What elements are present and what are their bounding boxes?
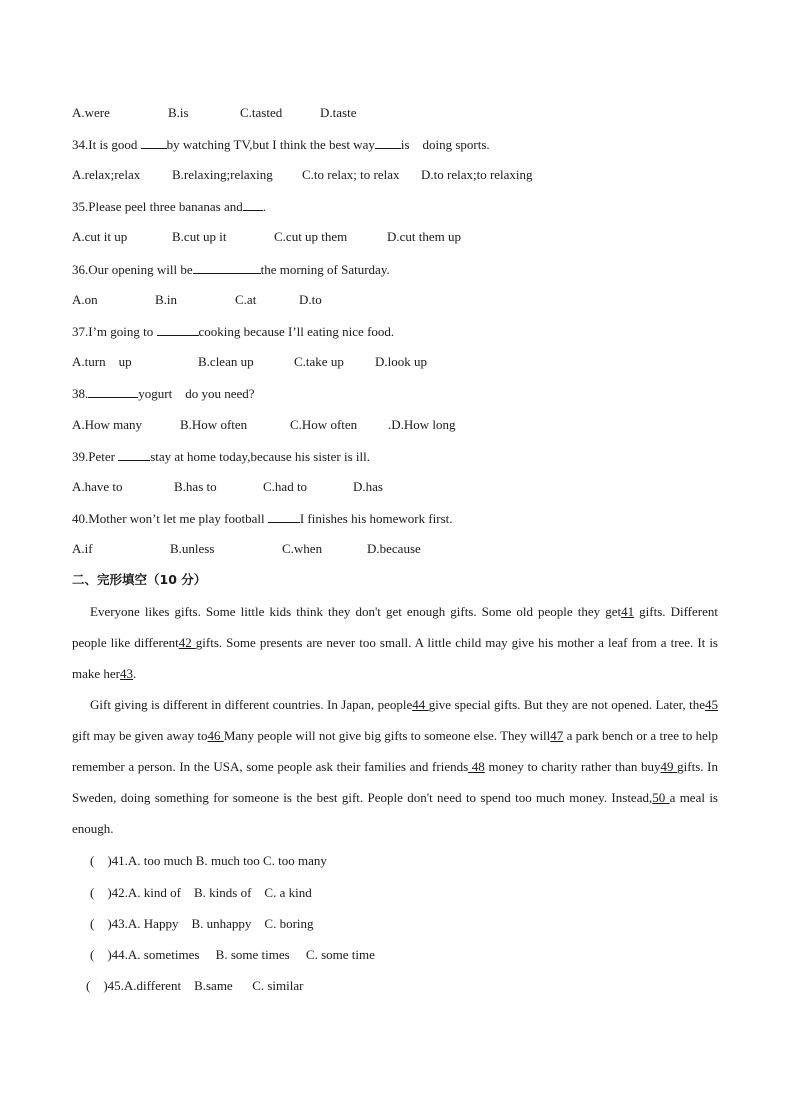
q37-option-b: B.clean up [198,354,254,369]
blank-46: 46 [207,728,224,743]
blank-50: 50 [652,790,670,805]
q35-stem: 35.Please peel three bananas and . [72,199,266,214]
q39-option-d: D.has [353,479,383,494]
q33-option-d: D.taste [320,105,357,120]
q40-option-a: A.if [72,541,93,556]
q38-option-b: B.How often [180,417,248,432]
choice-43: ( )43.A. Happy B. unhappy C. boring [90,916,314,931]
q36-option-c: C.at [235,292,257,307]
q36-option-a: A.on [72,292,98,307]
q38-options [72,417,722,433]
q37-option-c: C.take up [294,354,344,369]
q33-option-b: B.is [168,105,189,120]
q34-stem: 34.It is good by watching TV,but I think the best way is doing sports. [72,137,490,152]
section-heading: 二、完形填空（10 分） [72,572,207,587]
answer-blank [375,136,401,149]
q35-options [72,229,722,245]
q37-stem: 37.I’m going to cooking because I’ll eating nice food. [72,324,395,339]
answer-blank [243,198,263,211]
blank-43: 43 [120,666,134,681]
answer-blank [88,385,138,398]
q40-option-c: C.when [282,541,323,556]
q40-stem: 40.Mother won’t let me play football I finishes his homework first. [72,511,453,526]
q40-option-b: B.unless [170,541,215,556]
blank-47: 47 [550,728,564,743]
q35-option-d: D.cut them up [387,229,462,244]
q34-option-c: C.to relax; to relax [302,167,400,182]
answer-blank [141,136,167,149]
passage-paragraph-2: Gift giving is different in different countries. In Japan, people44 give special gifts. But they are not opened. Later, the45 gift may be given away to46 Many people will not give big gifts to someone else. They will47 a park bench or a tree to help remember a person. In the USA, some people ask their families and friends 48 money to charity rather than buy49 gifts. In Sweden, doing something for someone is the best gift. People don't need to spend too much money. Instead,50 a meal is enough. [72,697,719,836]
q38-option-d: .D.How long [388,417,456,432]
blank-48: 48 [468,759,485,774]
q37-options [72,354,722,370]
choice-42: ( )42.A. kind of B. kinds of C. a kind [90,885,312,900]
q36-option-b: B.in [155,292,178,307]
q34-option-d: D.to relax;to relaxing [421,167,533,182]
q37-option-d: D.look up [375,354,427,369]
choice-41: ( )41.A. too much B. much too C. too many [90,853,327,868]
q38-option-c: C.How often [290,417,358,432]
blank-44: 44 [412,697,429,712]
answer-blank [193,261,261,274]
choice-44: ( )44.A. sometimes B. some times C. some time [90,947,375,962]
cloze-passage [72,596,718,844]
blank-49: 49 [660,759,678,774]
q37-option-a: A.turn up [72,354,132,369]
q36-option-d: D.to [299,292,322,307]
q34-options [72,167,722,183]
choice-45: ( )45.A.different B.same C. similar [86,978,304,993]
q39-options [72,479,722,495]
blank-42: 42 [178,635,196,650]
q40-option-d: D.because [367,541,421,556]
q38-stem: 38. yogurt do you need? [72,386,255,401]
q33-option-a: A.were [72,105,110,120]
q36-options [72,292,722,308]
passage-paragraph-1: Everyone likes gifts. Some little kids think they don't get enough gifts. Some old people they get41 gifts. Different people like different42 gifts. Some presents are never too small. A little child may give his mother a leaf from a tree. It is make her43. [72,604,718,681]
answer-blank [118,448,150,461]
answer-blank [268,510,300,523]
q39-stem: 39.Peter stay at home today,because his sister is ill. [72,449,370,464]
q36-stem: 36.Our opening will be the morning of Saturday. [72,262,390,277]
q34-option-b: B.relaxing;relaxing [172,167,273,182]
q33-options [72,105,722,121]
q35-option-c: C.cut up them [274,229,348,244]
q35-option-a: A.cut it up [72,229,128,244]
q39-option-b: B.has to [174,479,217,494]
q35-option-b: B.cut up it [172,229,227,244]
q33-option-c: C.tasted [240,105,283,120]
q38-option-a: A.How many [72,417,143,432]
blank-45: 45 [705,697,719,712]
q39-option-a: A.have to [72,479,123,494]
q40-options [72,541,722,557]
answer-blank [157,323,199,336]
q39-option-c: C.had to [263,479,308,494]
q34-option-a: A.relax;relax [72,167,141,182]
blank-41: 41 [621,604,635,619]
